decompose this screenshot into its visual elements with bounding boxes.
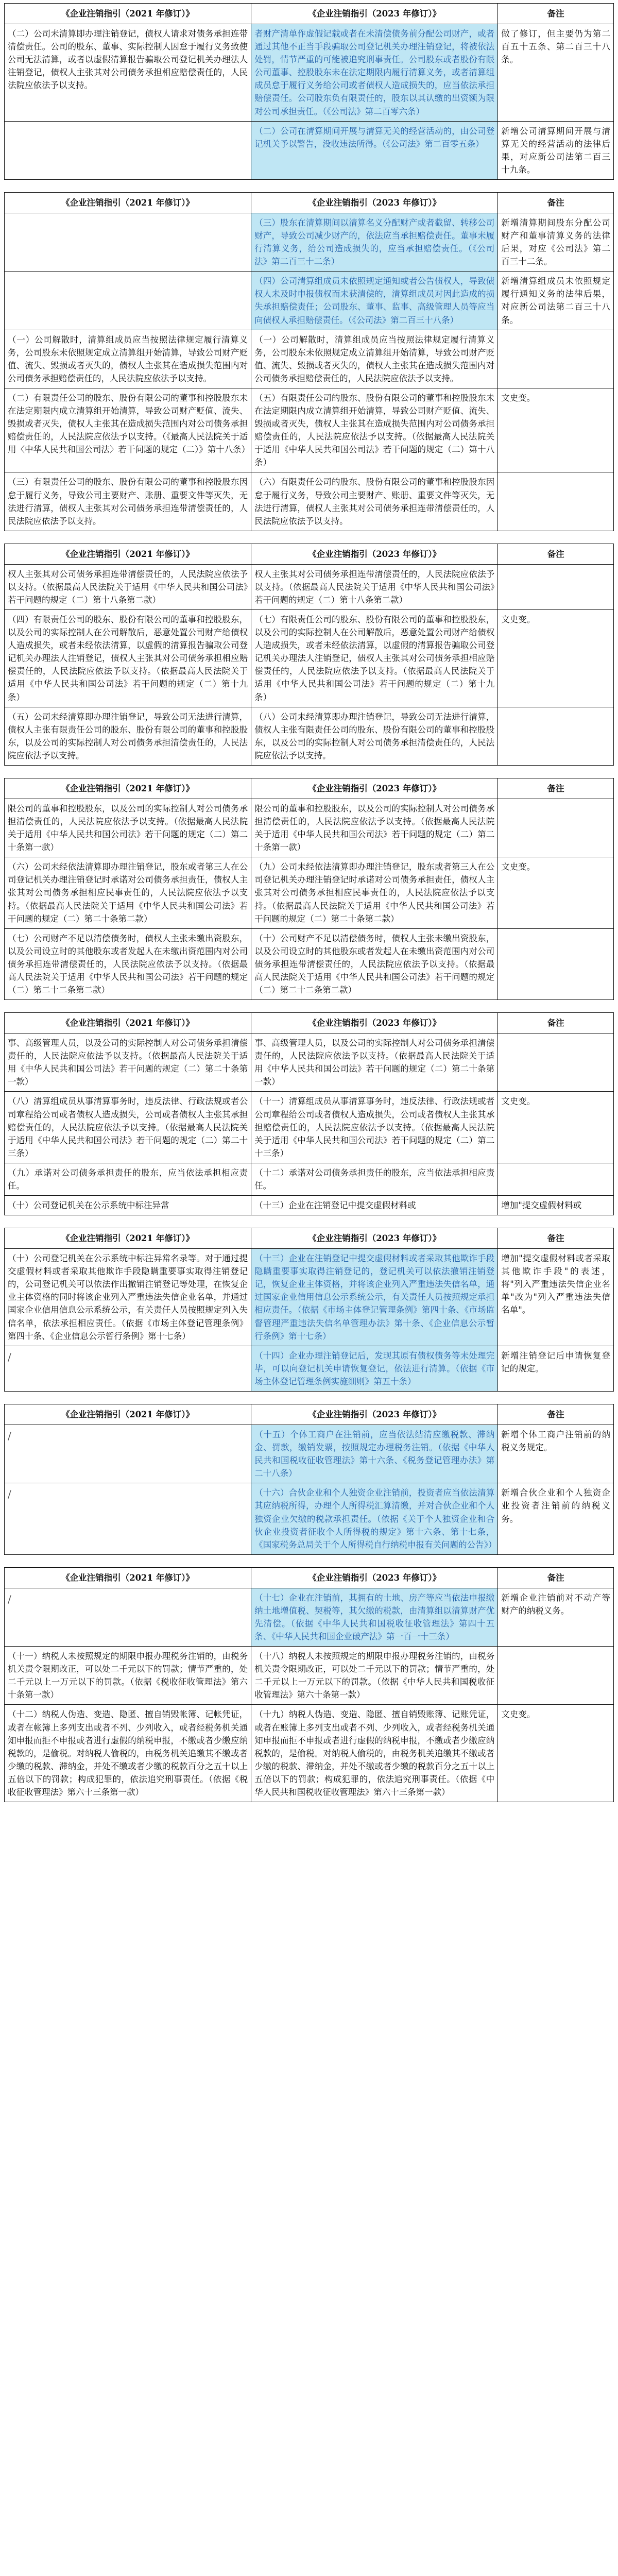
- old-provision-cell: （二）有限责任公司的股东、股份有限公司的董事和控股股东未在法定期限内成立清算组开始清算，导致公司财产贬值、流失、毁损或者灭失，债权人主张其在造成损失范围内对公司债务承担赔偿责任的，人民法院应依法予以支持。（《最高人民法院关于适用〈中华人民共和国公司法〉若干问题的规定（二）》第十八条）: [5, 388, 251, 472]
- comparison-table-6: [4, 1228, 614, 1392]
- table-row: [5, 24, 614, 122]
- table-header-row: [5, 1013, 614, 1033]
- header-old-version: 《企业注销指引（2021 年修订）》: [5, 778, 251, 799]
- header-note: 备注: [498, 1404, 614, 1425]
- old-provision-cell: （九）承诺对公司债务承担责任的股东，应当依法承担相应责任。: [5, 1163, 251, 1195]
- new-provision-cell: （六）有限责任公司的股东、股份有限公司的董事和控股股东因怠于履行义务，导致公司主要财产、账册、重要文件等灭失，无法进行清算，债权人主张其对公司债务承担连带清偿责任的，人民法院应依法予以支持。: [251, 472, 498, 531]
- old-provision-cell: [5, 213, 251, 272]
- new-provision-cell: 事、高级管理人员，以及公司的实际控制人对公司债务承担清偿责任的，人民法院应依法予以支持。（依据最高人民法院关于适用《中华人民共和国公司法》若干问题的规定（二）第二十条第一款）: [251, 1033, 498, 1092]
- table-row: [5, 330, 614, 388]
- table-row: [5, 1425, 614, 1483]
- new-provision-cell: （十八）纳税人未按照规定的期限申报办理税务注销的，由税务机关责令限期改正，可以处二千元以下的罚款；情节严重的，处二千元以上一万元以下的罚款。（依据《中华人民共和国税收征收管理法》第六十条第一款）: [251, 1647, 498, 1705]
- note-cell: 新增个体工商户注销前的纳税义务规定。: [498, 1425, 614, 1483]
- table-row: [5, 472, 614, 531]
- note-cell: 文史变。: [498, 610, 614, 707]
- new-provision-cell: （九）公司未经依法清算即办理注销登记，股东或者第三人在公司登记机关办理注销登记时承诺对公司债务承担责任，债权人主张其对公司债务承担相应民事责任的，人民法院应依法予以支持。（依据最高人民法院关于适用《中华人民共和国公司法》若干问题的规定（二）第二十条第二款）: [251, 857, 498, 928]
- new-provision-cell: （二）公司在清算期间开展与清算无关的经营活动的，由公司登记机关予以警告，没收违法所得。（《公司法》第二百零五条）: [251, 121, 498, 179]
- note-cell: 增加"提交虚假材料或: [498, 1196, 614, 1215]
- table-row: [5, 1163, 614, 1195]
- table-row: [5, 388, 614, 472]
- note-cell: 新增清算组成员未依照规定履行通知义务的法律后果，对应新公司法第二百三十八条。: [498, 272, 614, 330]
- comparison-table-8: [4, 1567, 614, 1802]
- table-row: [5, 213, 614, 272]
- header-old-version: 《企业注销指引（2021 年修订）》: [5, 544, 251, 564]
- table-header-row: [5, 4, 614, 24]
- note-cell: 文史变。: [498, 388, 614, 472]
- table-row: [5, 610, 614, 707]
- new-provision-cell: （五）有限责任公司的股东、股份有限公司的董事和控股股东未在法定期限内成立清算组开始清算，导致公司财产贬值、流失、毁损或者灭失，债权人主张其在造成损失范围内对公司债务承担赔偿责任的，人民法院应依法予以支持。（依据最高人民法院关于适用《中华人民共和国公司法》若干问题的规定（二）第十八条）: [251, 388, 498, 472]
- new-provision-cell: （一）公司解散时，清算组成员应当按照法律规定履行清算义务，公司股东未依照规定成立清算组开始清算，导致公司财产贬值、流失、毁损或者灭失的，债权人主张其在造成损失范围内对公司债务承担赔偿责任的，人民法院应依法予以支持。: [251, 330, 498, 388]
- table-row: [5, 799, 614, 857]
- note-cell: [498, 799, 614, 857]
- header-old-version: 《企业注销指引（2021 年修订）》: [5, 1567, 251, 1588]
- table-row: [5, 1705, 614, 1802]
- header-old-version: 《企业注销指引（2021 年修订）》: [5, 4, 251, 24]
- comparison-table-4: [4, 778, 614, 1000]
- old-provision-cell: （四）有限责任公司的股东、股份有限公司的董事和控股股东，以及公司的实际控制人在公司解散后，恶意处置公司财产给债权人造成损失，或者未经依法清算，以虚假的清算报告骗取公司登记机关办理法人注销登记，债权人主张其对公司债务承担相应赔偿责任的，人民法院应依法予以支持。（依据最高人民法院关于适用《中华人民共和国公司法》若干问题的规定（二）第十九条）: [5, 610, 251, 707]
- old-provision-cell: （六）公司未经依法清算即办理注销登记，股东或者第三人在公司登记机关办理注销登记时承诺对公司债务承担责任，债权人主张其对公司债务承担相应民事责任的，人民法院应依法予以支持。（依据最高人民法院关于适用《中华人民共和国公司法》若干问题的规定（二）第二十条第二款）: [5, 857, 251, 928]
- old-provision-cell: 权人主张其对公司债务承担连带清偿责任的，人民法院应依法予以支持。（依据最高人民法院关于适用《中华人民共和国公司法》若干问题的规定（二）第十八条第二款）: [5, 564, 251, 609]
- table-row: [5, 1092, 614, 1163]
- header-note: 备注: [498, 1013, 614, 1033]
- header-new-version: 《企业注销指引（2023 年修订）》: [251, 192, 498, 213]
- header-note: 备注: [498, 778, 614, 799]
- old-provision-cell: 事、高级管理人员，以及公司的实际控制人对公司债务承担清偿责任的，人民法院应依法予以支持。（依据最高人民法院关于适用《中华人民共和国公司法》若干问题的规定（二）第二十条第一款）: [5, 1033, 251, 1092]
- header-old-version: 《企业注销指引（2021 年修订）》: [5, 1404, 251, 1425]
- table-row: [5, 1249, 614, 1346]
- new-provision-cell: 限公司的董事和控股股东，以及公司的实际控制人对公司债务承担清偿责任的，人民法院应依法予以支持。（依据最高人民法院关于适用《中华人民共和国公司法》若干问题的规定（二）第二十条第一款）: [251, 799, 498, 857]
- header-note: 备注: [498, 192, 614, 213]
- new-provision-cell: （十二）承诺对公司债务承担责任的股东，应当依法承担相应责任。: [251, 1163, 498, 1195]
- header-old-version: 《企业注销指引（2021 年修订）》: [5, 1228, 251, 1249]
- table-row: [5, 564, 614, 609]
- old-provision-cell: （十一）纳税人未按照规定的期限申报办理税务注销的，由税务机关责令限期改正，可以处二千元以下的罚款；情节严重的，处二千元以上一万元以下的罚款。（依据《税收征收管理法》第六十条第一款）: [5, 1647, 251, 1705]
- new-provision-cell: 权人主张其对公司债务承担连带清偿责任的，人民法院应依法予以支持。（依据最高人民法院关于适用《中华人民共和国公司法》若干问题的规定（二）第十八条第二款）: [251, 564, 498, 609]
- table-row: [5, 928, 614, 999]
- note-cell: 新增注销登记后申请恢复登记的规定。: [498, 1346, 614, 1391]
- new-provision-cell: （十六）合伙企业和个人独资企业注销前，投资者应当依法清算其应纳税所得，办理个人所得税汇算清缴，并对合伙企业和个人独资企业欠缴的税款承担责任。（依据《关于个人独资企业和合伙企业投资者征收个人所得税的规定》第十六条、第十七条，《国家税务总局关于个人所得税自行纳税申报有关问题的公告》）: [251, 1483, 498, 1554]
- comparison-table-1: [4, 3, 614, 180]
- table-header-row: [5, 544, 614, 564]
- old-provision-cell: （二）公司未清算即办理注销登记，债权人请求对债务承担连带清偿责任。公司的股东、董事、实际控制人因怠于履行义务致使公司无法清算，或者以虚假清算报告骗取公司登记机关办理法人注销登记，债权人主张其对公司债务承担相应赔偿责任的，人民法院应依法予以支持。: [5, 24, 251, 122]
- old-provision-cell: （五）公司未经清算即办理注销登记，导致公司无法进行清算，债权人主张有限责任公司的股东、股份有限公司的董事和控股股东，以及公司的实际控制人对公司债务承担清偿责任的，人民法院应依法予以支持。: [5, 707, 251, 765]
- new-provision-cell: （四）公司清算组成员未依照规定通知或者公告债权人，导致债权人未及时申报债权而未获清偿的，清算组成员对因此造成的损失承担赔偿责任；公司股东、董事、监事、高级管理人员等应当向债权人承担赔偿责任。（《公司法》第二百三十八条）: [251, 272, 498, 330]
- table-row: [5, 1033, 614, 1092]
- old-provision-empty-cell: /: [5, 1483, 251, 1554]
- header-note: 备注: [498, 1567, 614, 1588]
- table-header-row: [5, 778, 614, 799]
- note-cell: 新增清算期间股东分配公司财产和董事清算义务的法律后果，对应《公司法》第二百三十二条。: [498, 213, 614, 272]
- note-cell: 做了修订，但主要仍为第二百五十五条、第二百三十八条。: [498, 24, 614, 122]
- new-provision-cell: （十九）纳税人伪造、变造、隐匿、擅自销毁账簿、记账凭证，或者在账簿上多列支出或者不列、少列收入，或者经税务机关通知申报而拒不申报或者进行虚假的纳税申报，不缴或者少缴应纳税款的，是偷税。对纳税人偷税的，由税务机关追缴其不缴或者少缴的税款、滞纳金，并处不缴或者少缴的税款百分之五十以上五倍以下的罚款；构成犯罪的，依法追究刑事责任。（依据《中华人民共和国税收征收管理法》第六十三条第一款）: [251, 1705, 498, 1802]
- note-cell: 新增合伙企业和个人独资企业投资者注销前的纳税义务。: [498, 1483, 614, 1554]
- table-row: [5, 1346, 614, 1391]
- old-provision-cell: 限公司的董事和控股股东，以及公司的实际控制人对公司债务承担清偿责任的，人民法院应依法予以支持。（依据最高人民法院关于适用《中华人民共和国公司法》若干问题的规定（二）第二十条第一款）: [5, 799, 251, 857]
- old-provision-cell: （一）公司解散时，清算组成员应当按照法律规定履行清算义务，公司股东未依照规定成立清算组开始清算，导致公司财产贬值、流失、毁损或者灭失的，债权人主张其在造成损失范围内对公司债务承担赔偿责任的，人民法院应依法予以支持。: [5, 330, 251, 388]
- table-row: [5, 121, 614, 179]
- new-provision-cell: （十三）企业在注销登记中提交虚假材料或: [251, 1196, 498, 1215]
- header-note: 备注: [498, 4, 614, 24]
- table-row: [5, 1588, 614, 1646]
- table-header-row: [5, 1228, 614, 1249]
- new-provision-cell: （八）公司未经清算即办理注销登记，导致公司无法进行清算，债权人主张有限责任公司的股东、股份有限公司的董事和控股股东，以及公司的实际控制人对公司债务承担清偿责任的，人民法院应依法予以支持。: [251, 707, 498, 765]
- old-provision-cell: （八）清算组成员从事清算事务时，违反法律、行政法规或者公司章程给公司或者债权人造成损失，公司或者债权人主张其承担赔偿责任的，人民法院应依法予以支持。（依据最高人民法院关于适用《中华人民共和国公司法》若干问题的规定（二）第二十三条）: [5, 1092, 251, 1163]
- old-provision-empty-cell: /: [5, 1346, 251, 1391]
- table-row: [5, 1196, 614, 1215]
- new-provision-cell: （十）公司财产不足以清偿债务时，债权人主张未缴出资股东，以及公司设立时的其他股东或者发起人在未缴出资范围内对公司债务承担连带清偿责任的，人民法院应依法予以支持。（依据最高人民法院关于适用《中华人民共和国公司法》若干问题的规定（二）第二十二条第二款）: [251, 928, 498, 999]
- note-cell: 增加"提交虚假材料或者采取其他欺诈手段"的表述，将"列入严重违法失信企业名单"改为"列入严重违法失信名单"。: [498, 1249, 614, 1346]
- header-new-version: 《企业注销指引（2023 年修订）》: [251, 778, 498, 799]
- table-header-row: [5, 192, 614, 213]
- old-provision-cell: [5, 272, 251, 330]
- note-cell: [498, 1647, 614, 1705]
- old-provision-empty-cell: /: [5, 1425, 251, 1483]
- old-provision-cell: （十）公司登记机关在公示系统中标注异常: [5, 1196, 251, 1215]
- header-new-version: 《企业注销指引（2023 年修订）》: [251, 1404, 498, 1425]
- new-provision-cell: 者财产清单作虚假记载或者在未清偿债务前分配公司财产，或者通过其他不正当手段骗取公司登记机关办理注销登记，将被依法处罚，情节严重的可能被追究刑事责任。公司股东或者股份有限公司董事、控股股东未在法定期限内履行清算义务，或者清算组成员怠于履行义务给公司或者债权人造成损失的，应当依法承担赔偿责任。公司股东负有限责任的，股东以其认缴的出资额为限对公司承担责任。（《公司法》第二百零六条）: [251, 24, 498, 122]
- note-cell: [498, 330, 614, 388]
- header-note: 备注: [498, 544, 614, 564]
- new-provision-cell: （七）有限责任公司的股东、股份有限公司的董事和控股股东，以及公司的实际控制人在公司解散后，恶意处置公司财产给债权人造成损失，或者未经依法清算，以虚假的清算报告骗取公司登记机关办理法人注销登记，债权人主张其对公司债务承担相应赔偿责任的，人民法院应依法予以支持。（依据最高人民法院关于适用《中华人民共和国公司法》若干问题的规定（二）第十九条）: [251, 610, 498, 707]
- header-new-version: 《企业注销指引（2023 年修订）》: [251, 4, 498, 24]
- new-provision-cell: （十一）清算组成员从事清算事务时，违反法律、行政法规或者公司章程给公司或者债权人造成损失，公司或者债权人主张其承担赔偿责任的，人民法院应依法予以支持。（依据最高人民法院关于适用《中华人民共和国公司法》若干问题的规定（二）第二十三条）: [251, 1092, 498, 1163]
- old-provision-cell: （十二）纳税人伪造、变造、隐匿、擅自销毁帐簿、记帐凭证，或者在帐簿上多列支出或者不列、少列收入，或者经税务机关通知申报而拒不申报或者进行虚假的纳税申报，不缴或者少缴应纳税款的，是偷税。对纳税人偷税的，由税务机关追缴其不缴或者少缴的税款、滞纳金，并处不缴或者少缴的税款百分之五十以上五倍以下的罚款；构成犯罪的，依法追究刑事责任。（依据《税收征收管理法》第六十三条第一款）: [5, 1705, 251, 1802]
- note-cell: 新增企业注销前对不动产等财产的纳税义务。: [498, 1588, 614, 1646]
- comparison-table-5: [4, 1012, 614, 1215]
- old-provision-cell: （七）公司财产不足以清偿债务时，债权人主张未缴出资股东，以及公司设立时的其他股东或者发起人在未缴出资范围内对公司债务承担连带清偿责任的，人民法院应依法予以支持。（依据最高人民法院关于适用《中华人民共和国公司法》若干问题的规定（二）第二十二条第二款）: [5, 928, 251, 999]
- header-old-version: 《企业注销指引（2021 年修订）》: [5, 192, 251, 213]
- note-cell: [498, 472, 614, 531]
- old-provision-cell: （十）公司登记机关在公示系统中标注异常名录等。对于通过提交虚假材料或者采取其他欺诈手段隐瞒重要事实取得注销登记的，公司登记机关可以依法作出撤销注销登记等处理，在恢复企业主体资格的同时将该企业列入严重违法失信企业名单，并通过国家企业信用信息公示系统公示，有关责任人员按照规定列入失信名单，依法承担相应责任。（依据《市场主体登记管理条例》第四十条、《企业信息公示暂行条例》第十七条）: [5, 1249, 251, 1346]
- note-cell: 文史变。: [498, 1705, 614, 1802]
- new-provision-cell: （十七）企业在注销前，其拥有的土地、房产等应当依法申报缴纳土地增值税、契税等，其欠缴的税款，由清算组以清算财产优先清偿。（依据《中华人民共和国税收征收管理法》第四十五条、《中华人民共和国企业破产法》第一百一十三条）: [251, 1588, 498, 1646]
- table-row: [5, 1483, 614, 1554]
- header-new-version: 《企业注销指引（2023 年修订）》: [251, 1567, 498, 1588]
- new-provision-cell: （十四）企业办理注销登记后，发现其原有债权债务等未处理完毕，可以向登记机关申请恢复登记，依法进行清算。（依据《市场主体登记管理条例实施细则》第五十条）: [251, 1346, 498, 1391]
- table-row: [5, 857, 614, 928]
- old-provision-cell: （三）有限责任公司的股东、股份有限公司的董事和控股股东因怠于履行义务，导致公司主要财产、账册、重要文件等灭失，无法进行清算，债权人主张其对公司债务承担连带清偿责任的，人民法院应依法予以支持。: [5, 472, 251, 531]
- note-cell: [498, 928, 614, 999]
- note-cell: [498, 707, 614, 765]
- table-row: [5, 272, 614, 330]
- header-new-version: 《企业注销指引（2023 年修订）》: [251, 1228, 498, 1249]
- table-header-row: [5, 1567, 614, 1588]
- table-header-row: [5, 1404, 614, 1425]
- new-provision-cell: （十三）企业在注销登记中提交虚假材料或者采取其他欺诈手段隐瞒重要事实取得注销登记的，登记机关可以依法撤销注销登记，恢复企业主体资格，并将该企业列入严重违法失信名单，通过国家企业信用信息公示系统公示，有关责任人员按照规定承担相应责任。（依据《市场主体登记管理条例》第四十条、《市场监督管理严重违法失信名单管理办法》第十条、《企业信息公示暂行条例》第十七条）: [251, 1249, 498, 1346]
- old-provision-cell: [5, 121, 251, 179]
- note-cell: 文史变。: [498, 1092, 614, 1163]
- note-cell: [498, 564, 614, 609]
- old-provision-empty-cell: /: [5, 1588, 251, 1646]
- new-provision-cell: （十五）个体工商户在注销前，应当依法结清应缴税款、滞纳金、罚款，缴销发票，按照规定办理税务注销。（依据《中华人民共和国税收征收管理法》第十六条、《税务登记管理办法》第二十八条）: [251, 1425, 498, 1483]
- table-row: [5, 707, 614, 765]
- comparison-table-3: [4, 544, 614, 766]
- note-cell: [498, 1033, 614, 1092]
- note-cell: [498, 1163, 614, 1195]
- table-row: [5, 1647, 614, 1705]
- note-cell: 新增公司清算期间开展与清算无关的经营活动的法律后果，对应新公司法第二百三十九条。: [498, 121, 614, 179]
- comparison-table-2: [4, 192, 614, 531]
- header-new-version: 《企业注销指引（2023 年修订）》: [251, 1013, 498, 1033]
- comparison-table-7: [4, 1404, 614, 1555]
- header-new-version: 《企业注销指引（2023 年修订）》: [251, 544, 498, 564]
- new-provision-cell: （三）股东在清算期间以清算名义分配财产或者截留、转移公司财产，导致公司减少财产的，依法应当承担赔偿责任。董事未履行清算义务，给公司造成损失的，应当承担赔偿责任。（《公司法》第二百三十二条）: [251, 213, 498, 272]
- header-note: 备注: [498, 1228, 614, 1249]
- header-old-version: 《企业注销指引（2021 年修订）》: [5, 1013, 251, 1033]
- note-cell: 文史变。: [498, 857, 614, 928]
